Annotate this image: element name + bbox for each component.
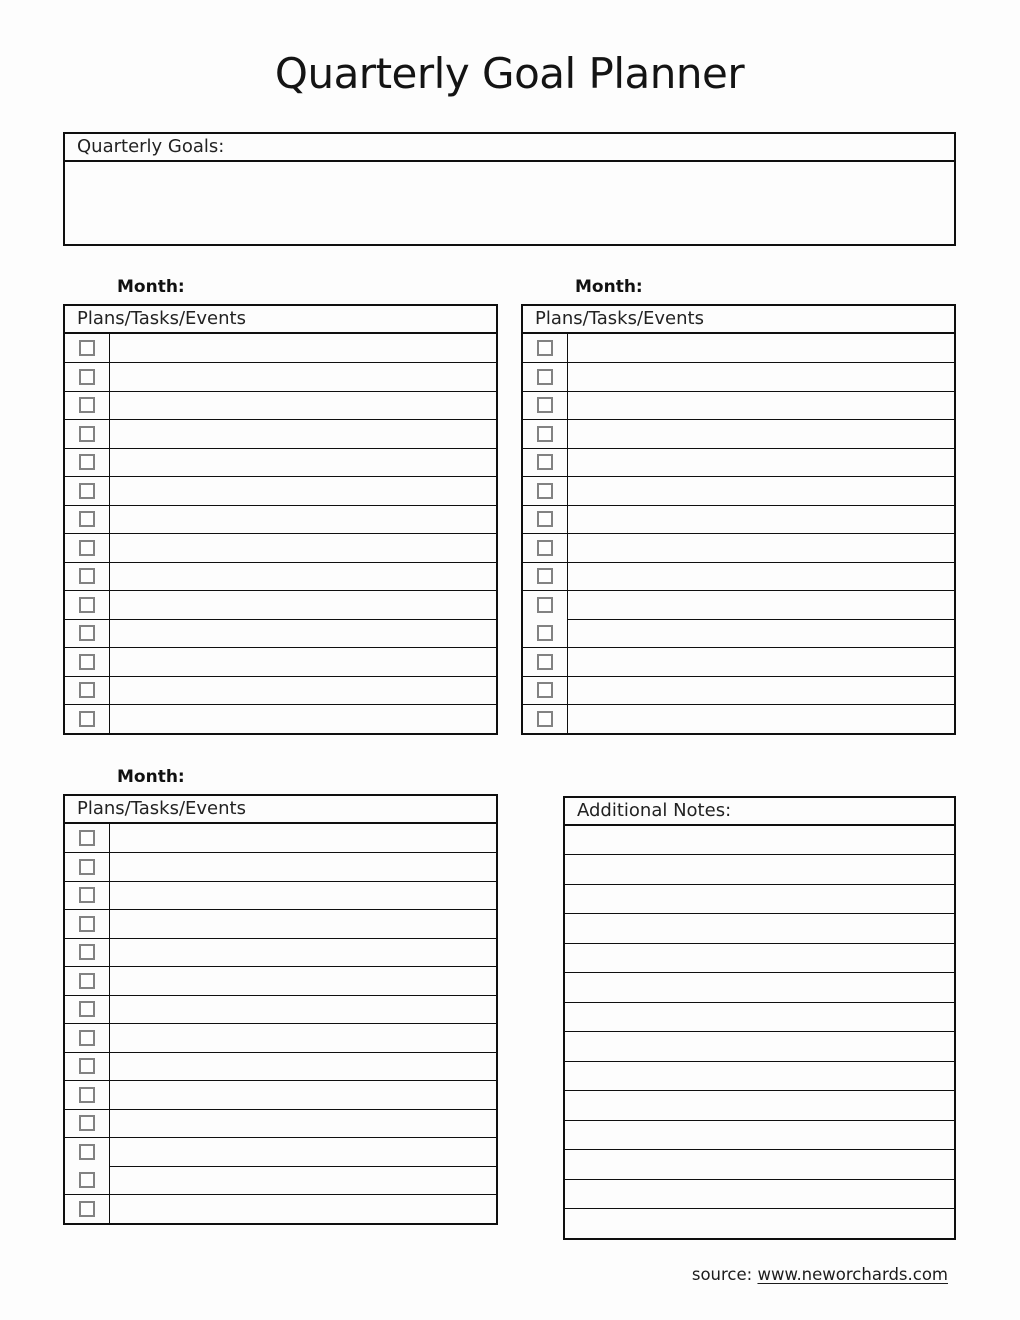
checkbox[interactable] bbox=[537, 597, 553, 613]
checkbox[interactable] bbox=[537, 397, 553, 413]
task-row bbox=[65, 619, 496, 648]
additional-notes-header: Additional Notes: bbox=[565, 798, 954, 826]
checkbox-cell bbox=[523, 334, 568, 363]
plans-table-header: Plans/Tasks/Events bbox=[65, 306, 496, 334]
task-row bbox=[65, 1109, 496, 1138]
checkbox[interactable] bbox=[537, 369, 553, 385]
checkbox[interactable] bbox=[537, 654, 553, 670]
task-row bbox=[523, 590, 954, 619]
task-input-cell[interactable] bbox=[568, 391, 954, 420]
task-row bbox=[523, 391, 954, 420]
task-input-cell[interactable] bbox=[110, 1194, 496, 1223]
task-input-cell[interactable] bbox=[110, 909, 496, 938]
month-section-3 bbox=[63, 767, 498, 1225]
checkbox[interactable] bbox=[537, 483, 553, 499]
task-input-cell[interactable] bbox=[110, 448, 496, 477]
task-row bbox=[65, 391, 496, 420]
task-input-cell[interactable] bbox=[110, 881, 496, 910]
checkbox-cell bbox=[65, 391, 110, 420]
task-row bbox=[65, 881, 496, 910]
note-line[interactable] bbox=[565, 943, 954, 973]
plans-table bbox=[63, 304, 498, 735]
task-input-cell[interactable] bbox=[110, 1166, 496, 1195]
task-input-cell[interactable] bbox=[110, 938, 496, 967]
checkbox[interactable] bbox=[79, 397, 95, 413]
checkbox[interactable] bbox=[537, 340, 553, 356]
checkbox-cell bbox=[65, 881, 110, 910]
quarterly-goals-box bbox=[63, 132, 956, 246]
task-row bbox=[65, 1080, 496, 1109]
task-input-cell[interactable] bbox=[568, 505, 954, 534]
task-input-cell[interactable] bbox=[568, 476, 954, 505]
task-input-cell[interactable] bbox=[110, 824, 496, 853]
task-row bbox=[523, 362, 954, 391]
task-input-cell[interactable] bbox=[568, 362, 954, 391]
task-input-cell[interactable] bbox=[110, 562, 496, 591]
checkbox-cell bbox=[65, 704, 110, 733]
checkbox-cell bbox=[65, 505, 110, 534]
task-input-cell[interactable] bbox=[110, 334, 496, 363]
checkbox-cell bbox=[65, 533, 110, 562]
checkbox-cell bbox=[523, 704, 568, 733]
checkbox[interactable] bbox=[79, 483, 95, 499]
checkbox[interactable] bbox=[79, 426, 95, 442]
checkbox[interactable] bbox=[79, 1201, 95, 1217]
checkbox-cell bbox=[65, 1137, 110, 1166]
task-input-cell[interactable] bbox=[110, 1137, 496, 1166]
checkbox-cell bbox=[65, 995, 110, 1024]
checkbox-cell bbox=[523, 590, 568, 619]
checkbox-cell bbox=[65, 362, 110, 391]
plans-table-header: Plans/Tasks/Events bbox=[523, 306, 954, 334]
month-section-1 bbox=[63, 277, 498, 735]
checkbox[interactable] bbox=[79, 887, 95, 903]
checkbox[interactable] bbox=[537, 682, 553, 698]
quarterly-goals-input-area[interactable] bbox=[65, 162, 954, 244]
checkbox-cell bbox=[523, 362, 568, 391]
additional-notes-box bbox=[563, 796, 956, 1240]
task-row bbox=[65, 476, 496, 505]
checkbox[interactable] bbox=[537, 711, 553, 727]
task-input-cell[interactable] bbox=[568, 448, 954, 477]
checkbox-cell bbox=[523, 676, 568, 705]
checkbox-cell bbox=[65, 1023, 110, 1052]
task-row bbox=[65, 647, 496, 676]
task-row bbox=[523, 448, 954, 477]
plans-table-header: Plans/Tasks/Events bbox=[65, 796, 496, 824]
checkbox-cell bbox=[65, 1052, 110, 1081]
task-row bbox=[65, 852, 496, 881]
months-row bbox=[63, 277, 956, 735]
checkbox-cell bbox=[65, 1080, 110, 1109]
task-row bbox=[523, 476, 954, 505]
task-row bbox=[65, 1023, 496, 1052]
task-input-cell[interactable] bbox=[110, 704, 496, 733]
checkbox[interactable] bbox=[79, 916, 95, 932]
task-row bbox=[65, 938, 496, 967]
task-row bbox=[65, 909, 496, 938]
checkbox[interactable] bbox=[79, 454, 95, 470]
checkbox-cell bbox=[65, 852, 110, 881]
task-row bbox=[65, 966, 496, 995]
task-input-cell[interactable] bbox=[568, 590, 954, 619]
checkbox[interactable] bbox=[79, 540, 95, 556]
checkbox[interactable] bbox=[79, 511, 95, 527]
task-input-cell[interactable] bbox=[568, 647, 954, 676]
note-line[interactable] bbox=[565, 913, 954, 943]
checkbox-cell bbox=[65, 966, 110, 995]
task-input-cell[interactable] bbox=[110, 391, 496, 420]
plans-table bbox=[63, 794, 498, 1225]
task-row bbox=[523, 505, 954, 534]
task-row bbox=[523, 419, 954, 448]
task-row bbox=[65, 1052, 496, 1081]
additional-notes-lines bbox=[565, 826, 954, 1238]
task-row bbox=[65, 824, 496, 853]
checkbox[interactable] bbox=[537, 426, 553, 442]
note-line[interactable] bbox=[565, 1208, 954, 1238]
task-input-cell[interactable] bbox=[568, 533, 954, 562]
task-row bbox=[65, 1137, 496, 1166]
task-input-cell[interactable] bbox=[110, 1023, 496, 1052]
checkbox-cell bbox=[65, 938, 110, 967]
checkbox-cell bbox=[523, 505, 568, 534]
note-line[interactable] bbox=[565, 1120, 954, 1150]
quarterly-goals-header: Quarterly Goals: bbox=[65, 134, 954, 162]
checkbox-cell bbox=[523, 391, 568, 420]
checkbox[interactable] bbox=[79, 1172, 95, 1188]
checkbox-cell bbox=[523, 562, 568, 591]
task-row bbox=[65, 1166, 496, 1195]
checkbox-cell bbox=[65, 909, 110, 938]
checkbox[interactable] bbox=[79, 369, 95, 385]
plans-table bbox=[521, 304, 956, 735]
task-input-cell[interactable] bbox=[110, 419, 496, 448]
checkbox-cell bbox=[65, 1109, 110, 1138]
checkbox-cell bbox=[65, 1166, 110, 1195]
checkbox[interactable] bbox=[79, 597, 95, 613]
note-line[interactable] bbox=[565, 854, 954, 884]
checkbox[interactable] bbox=[79, 1001, 95, 1017]
task-input-cell[interactable] bbox=[568, 562, 954, 591]
checkbox-cell bbox=[523, 448, 568, 477]
task-input-cell[interactable] bbox=[110, 647, 496, 676]
month-label: Month: bbox=[117, 276, 185, 297]
checkbox-cell bbox=[65, 647, 110, 676]
task-row bbox=[65, 362, 496, 391]
checkbox-cell bbox=[65, 334, 110, 363]
source-prefix: source: bbox=[691, 1264, 758, 1284]
task-row bbox=[65, 562, 496, 591]
checkbox[interactable] bbox=[537, 540, 553, 556]
task-input-cell[interactable] bbox=[110, 676, 496, 705]
checkbox-cell bbox=[523, 647, 568, 676]
bottom-row bbox=[63, 767, 956, 1240]
note-line[interactable] bbox=[565, 1090, 954, 1120]
month-label: Month: bbox=[117, 766, 185, 787]
task-row bbox=[65, 1194, 496, 1223]
checkbox[interactable] bbox=[537, 568, 553, 584]
checkbox[interactable] bbox=[79, 1087, 95, 1103]
task-input-cell[interactable] bbox=[110, 590, 496, 619]
checkbox[interactable] bbox=[79, 682, 95, 698]
note-line[interactable] bbox=[565, 1149, 954, 1179]
task-input-cell[interactable] bbox=[568, 419, 954, 448]
checkbox-cell bbox=[523, 476, 568, 505]
task-input-cell[interactable] bbox=[110, 1109, 496, 1138]
task-row bbox=[523, 533, 954, 562]
checkbox-cell bbox=[65, 824, 110, 853]
task-input-cell[interactable] bbox=[110, 966, 496, 995]
checkbox[interactable] bbox=[79, 830, 95, 846]
page-title: Quarterly Goal Planner bbox=[274, 49, 745, 98]
checkbox[interactable] bbox=[537, 511, 553, 527]
task-input-cell[interactable] bbox=[110, 619, 496, 648]
task-input-cell[interactable] bbox=[110, 852, 496, 881]
note-line[interactable] bbox=[565, 1031, 954, 1061]
task-input-cell[interactable] bbox=[110, 1080, 496, 1109]
checkbox-cell bbox=[65, 562, 110, 591]
task-input-cell[interactable] bbox=[110, 533, 496, 562]
task-row bbox=[65, 448, 496, 477]
note-line[interactable] bbox=[565, 1179, 954, 1209]
checkbox-cell bbox=[65, 676, 110, 705]
task-row bbox=[65, 533, 496, 562]
source-link[interactable]: www.neworchards.com bbox=[757, 1264, 948, 1284]
checkbox[interactable] bbox=[79, 711, 95, 727]
task-row bbox=[523, 647, 954, 676]
task-input-cell[interactable] bbox=[110, 476, 496, 505]
month-section-2 bbox=[521, 277, 956, 735]
task-input-cell[interactable] bbox=[568, 619, 954, 648]
task-row bbox=[65, 676, 496, 705]
checkbox[interactable] bbox=[79, 654, 95, 670]
checkbox[interactable] bbox=[79, 625, 95, 641]
checkbox[interactable] bbox=[79, 944, 95, 960]
checkbox[interactable] bbox=[537, 454, 553, 470]
checkbox[interactable] bbox=[79, 859, 95, 875]
task-input-cell[interactable] bbox=[568, 704, 954, 733]
checkbox-cell bbox=[523, 619, 568, 648]
checkbox[interactable] bbox=[79, 1058, 95, 1074]
task-input-cell[interactable] bbox=[110, 995, 496, 1024]
checkbox-cell bbox=[65, 448, 110, 477]
task-input-cell[interactable] bbox=[110, 362, 496, 391]
task-row bbox=[523, 334, 954, 363]
task-row bbox=[523, 704, 954, 733]
task-row bbox=[523, 562, 954, 591]
checkbox[interactable] bbox=[79, 1144, 95, 1160]
note-line[interactable] bbox=[565, 1002, 954, 1032]
checkbox-cell bbox=[523, 533, 568, 562]
note-line[interactable] bbox=[565, 972, 954, 1002]
checkbox-cell bbox=[523, 419, 568, 448]
checkbox[interactable] bbox=[79, 1030, 95, 1046]
task-input-cell[interactable] bbox=[568, 334, 954, 363]
checkbox-cell bbox=[65, 619, 110, 648]
checkbox[interactable] bbox=[537, 625, 553, 641]
checkbox-cell bbox=[65, 1194, 110, 1223]
note-line[interactable] bbox=[565, 1061, 954, 1091]
checkbox-cell bbox=[65, 476, 110, 505]
task-row bbox=[65, 704, 496, 733]
checkbox[interactable] bbox=[79, 973, 95, 989]
checkbox-cell bbox=[65, 590, 110, 619]
task-row bbox=[65, 590, 496, 619]
checkbox[interactable] bbox=[79, 1115, 95, 1131]
checkbox-cell bbox=[65, 419, 110, 448]
source-attribution bbox=[63, 1265, 956, 1284]
task-input-cell[interactable] bbox=[110, 1052, 496, 1081]
task-row bbox=[65, 334, 496, 363]
task-row bbox=[523, 619, 954, 648]
checkbox[interactable] bbox=[79, 568, 95, 584]
task-input-cell[interactable] bbox=[110, 505, 496, 534]
task-row bbox=[65, 995, 496, 1024]
checkbox[interactable] bbox=[79, 340, 95, 356]
task-row bbox=[523, 676, 954, 705]
note-line[interactable] bbox=[565, 884, 954, 914]
task-row bbox=[65, 505, 496, 534]
month-label: Month: bbox=[575, 276, 643, 297]
note-line[interactable] bbox=[565, 826, 954, 855]
task-input-cell[interactable] bbox=[568, 676, 954, 705]
task-row bbox=[65, 419, 496, 448]
